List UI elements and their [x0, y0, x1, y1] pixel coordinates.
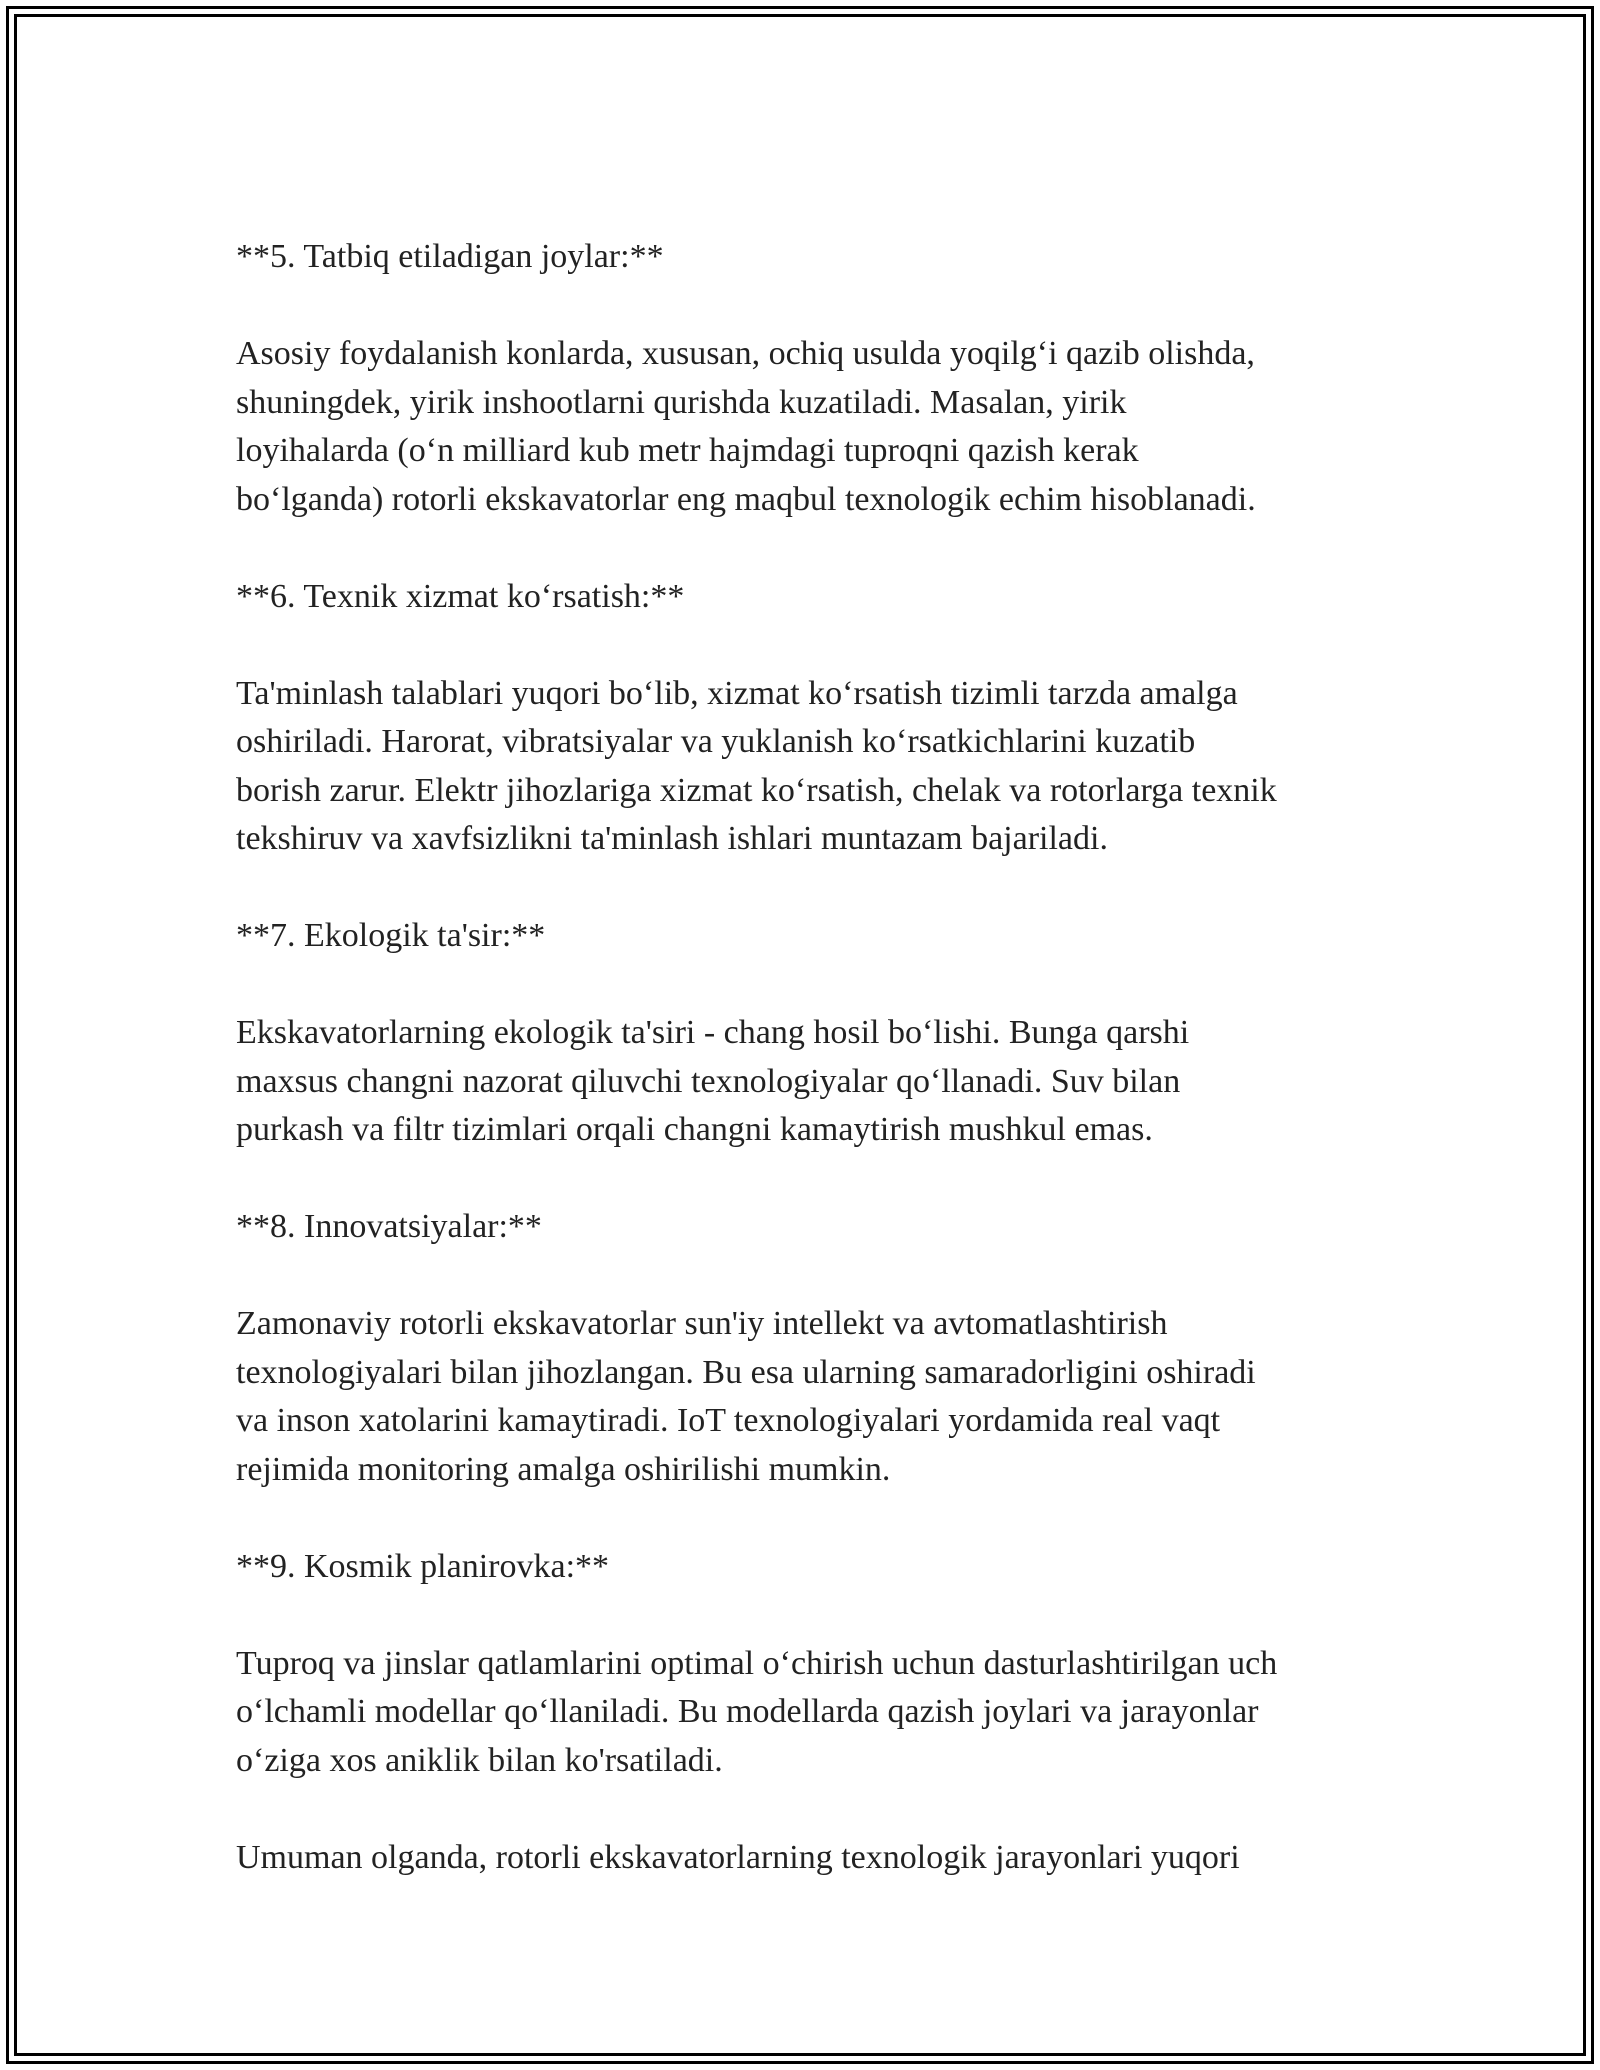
section-paragraph-5: Asosiy foydalanish konlarda, xususan, ochiq usulda yoqilg‘i qazib olishda, shuningdek, yirik inshootlarni qurishda kuzatiladi. Masalan, yirik loyihalarda (o‘n milliard kub metr hajmdagi tuproqni qazish kerak bo‘lganda) rotorli ekskavatorlar eng maqbul texnologik echim hisoblanadi.	[236, 335, 1256, 518]
document-body	[236, 233, 1376, 1882]
section-heading-8: **8. Innovatsiyalar:**	[236, 1208, 542, 1245]
section-heading-5: **5. Tatbiq etiladigan joylar:**	[236, 238, 664, 275]
section-heading-7: **7. Ekologik ta'sir:**	[236, 917, 546, 954]
section-heading-6: **6. Texnik xizmat ko‘rsatish:**	[236, 577, 685, 615]
section-paragraph-9: Tuproq va jinslar qatlamlarini optimal o‘chirish uchun dasturlashtirilgan uch o‘lchamli modellar qo‘llaniladi. Bu modellarda qazish joylari va jarayonlar o‘ziga xos aniklik bilan ko'rsatiladi.	[236, 1644, 1278, 1779]
section-paragraph-7: Ekskavatorlarning ekologik ta'siri - chang hosil bo‘lishi. Bunga qarshi maxsus changni nazorat qiluvchi texnologiyalar qo‘llanadi. Suv bilan purkash va filtr tizimlari orqali changni kamaytirish mushkul emas.	[236, 1014, 1190, 1148]
closing-paragraph: Umuman olganda, rotorli ekskavatorlarning texnologik jarayonlari yuqori	[236, 1838, 1240, 1876]
section-paragraph-6: Ta'minlash talablari yuqori bo‘lib, xizmat ko‘rsatish tizimli tarzda amalga oshiriladi. Harorat, vibratsiyalar va yuklanish ko‘rsatkichlarini kuzatib borish zarur. Elektr jihozlariga xizmat ko‘rsatish, chelak va rotorlarga texnik tekshiruv va xavfsizlikni ta'minlash ishlari muntazam bajariladi.	[236, 674, 1277, 857]
section-heading-9: **9. Kosmik planirovka:**	[236, 1547, 610, 1585]
section-paragraph-8: Zamonaviy rotorli ekskavatorlar sun'iy intellekt va avtomatlashtirish texnologiyalari bilan jihozlangan. Bu esa ularning samaradorligini oshiradi va inson xatolarini kamaytiradi. IoT texnologiyalari yordamida real vaqt rejimida monitoring amalga oshirilishi mumkin.	[236, 1305, 1256, 1488]
